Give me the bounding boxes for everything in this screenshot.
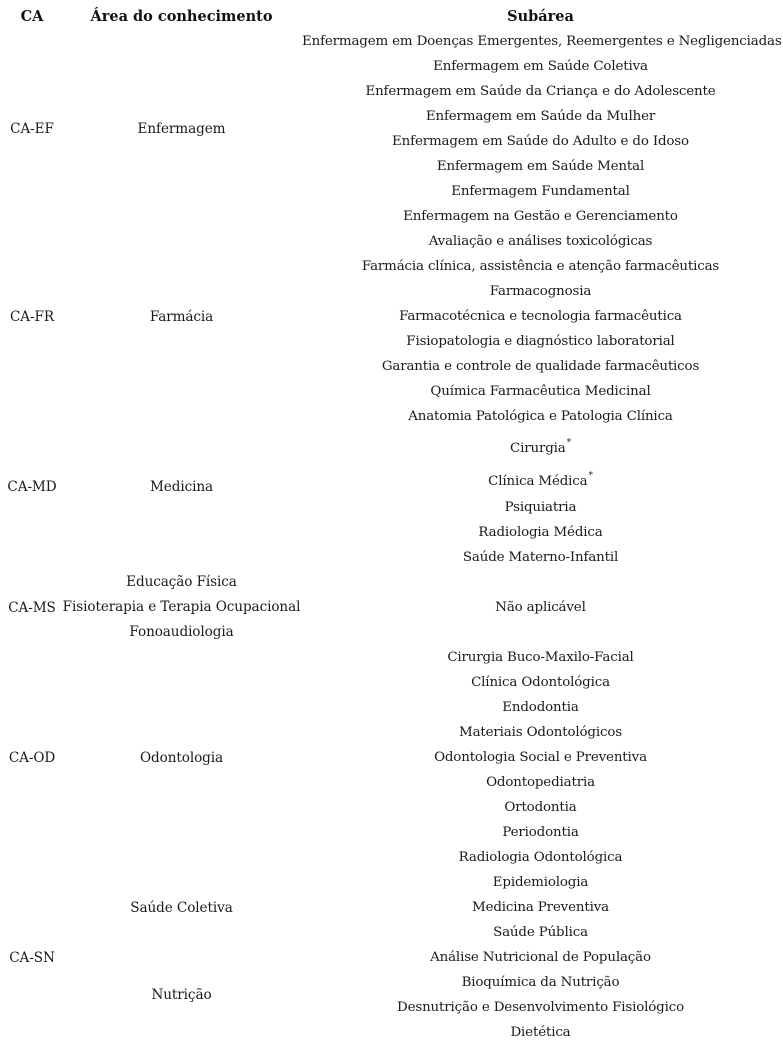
subarea-cell: Materiais Odontológicos: [459, 725, 622, 740]
subarea-cell: Anatomia Patológica e Patologia Clínica: [408, 409, 673, 424]
ca-code-md: CA-MD: [7, 479, 57, 495]
subarea-cell: Enfermagem em Saúde da Criança e do Adolescente: [365, 84, 716, 99]
area-multi: [61, 570, 302, 645]
table-header-row: [3, 4, 779, 29]
area-farmacia: Farmácia: [149, 308, 214, 325]
subarea-cell: Enfermagem em Saúde Coletiva: [433, 59, 648, 74]
subarea-cell: Psiquiatria: [504, 500, 577, 515]
area-fonoaudiologia: Fonoaudiologia: [129, 624, 234, 640]
table-row: [3, 945, 779, 970]
area-educacao-fisica: Educação Física: [126, 574, 237, 590]
subarea-cell: Enfermagem em Saúde da Mulher: [425, 109, 656, 124]
table-row: [3, 404, 779, 429]
subarea-cell: Avaliação e análises toxicológicas: [428, 234, 653, 249]
header-subarea: Subárea: [507, 8, 574, 25]
subarea-cell: Epidemiologia: [492, 875, 589, 890]
subarea-cell: Bioquímica da Nutrição: [461, 975, 620, 990]
subarea-cell: Saúde Materno-Infantil: [462, 550, 619, 565]
area-fisioterapia: Fisioterapia e Terapia Ocupacional: [62, 599, 301, 615]
subarea-cell: Enfermagem em Saúde do Adulto e do Idoso: [392, 134, 689, 149]
ca-code-sn: CA-SN: [9, 949, 55, 966]
subarea-cell: Garantia e controle de qualidade farmacêuticos: [381, 359, 700, 374]
subarea-text: Clínica Médica: [488, 473, 588, 489]
knowledge-area-table: [3, 4, 782, 1045]
ca-code-ms: CA-MS: [8, 599, 56, 616]
subarea-cell: Radiologia Médica: [478, 525, 603, 540]
subarea-cell: Fisiopatologia e diagnóstico laboratorial: [406, 334, 675, 349]
subarea-cell: Enfermagem em Doenças Emergentes, Reemergentes e Negligenciadas: [302, 34, 782, 49]
ca-code-ef: CA-EF: [10, 121, 54, 137]
subarea-cell: [302, 462, 779, 495]
subarea-cell: Periodontia: [502, 825, 579, 840]
header-ca: CA: [20, 8, 44, 25]
subarea-cell: Química Farmacêutica Medicinal: [430, 384, 651, 399]
ca-code-fr: CA-FR: [10, 308, 54, 325]
subarea-cell: Enfermagem Fundamental: [451, 184, 630, 199]
subarea-cell: Farmacotécnica e tecnologia farmacêutica: [399, 309, 682, 324]
subarea-cell: Farmácia clínica, assistência e atenção farmacêuticas: [361, 259, 720, 274]
table-row: [3, 870, 779, 895]
subarea-cell: Medicina Preventiva: [472, 900, 609, 915]
footnote-mark: *: [588, 470, 593, 481]
subarea-cell: Análise Nutricional de População: [430, 950, 651, 965]
subarea-cell: Enfermagem na Gestão e Gerenciamento: [403, 209, 678, 224]
table-row: [3, 29, 779, 54]
subarea-cell: Dietética: [510, 1025, 571, 1040]
ca-code-od: CA-OD: [8, 749, 56, 766]
subarea-cell: Clínica Odontológica: [471, 675, 610, 690]
subarea-cell: Desnutrição e Desenvolvimento Fisiológico: [396, 1000, 684, 1015]
footnote-mark: *: [566, 437, 571, 448]
subarea-cell: Odontologia Social e Preventiva: [434, 750, 647, 765]
area-nutricao: Nutrição: [151, 987, 212, 1003]
subarea-cell: Ortodontia: [504, 800, 577, 815]
subarea-cell: Enfermagem em Saúde Mental: [436, 159, 645, 174]
area-enfermagem: Enfermagem: [137, 121, 226, 137]
area-saude-coletiva: Saúde Coletiva: [130, 899, 233, 916]
subarea-cell: Saúde Pública: [493, 925, 588, 940]
area-odontologia: Odontologia: [139, 749, 224, 766]
header-area: Área do conhecimento: [90, 8, 273, 25]
area-medicina: Medicina: [149, 479, 214, 495]
subarea-cell: Cirurgia Buco-Maxilo-Facial: [447, 650, 634, 665]
table-row: [3, 570, 779, 645]
subarea-cell: Odontopediatria: [486, 775, 595, 790]
subarea-cell: Não aplicável: [495, 600, 586, 615]
table-row: [3, 229, 779, 254]
subarea-text: Cirurgia: [510, 440, 566, 456]
subarea-cell: [302, 429, 779, 462]
subarea-cell: Radiologia Odontológica: [458, 850, 623, 865]
subarea-cell: Farmacognosia: [489, 284, 592, 299]
subarea-cell: Endodontia: [502, 700, 579, 715]
table-row: [3, 645, 779, 670]
